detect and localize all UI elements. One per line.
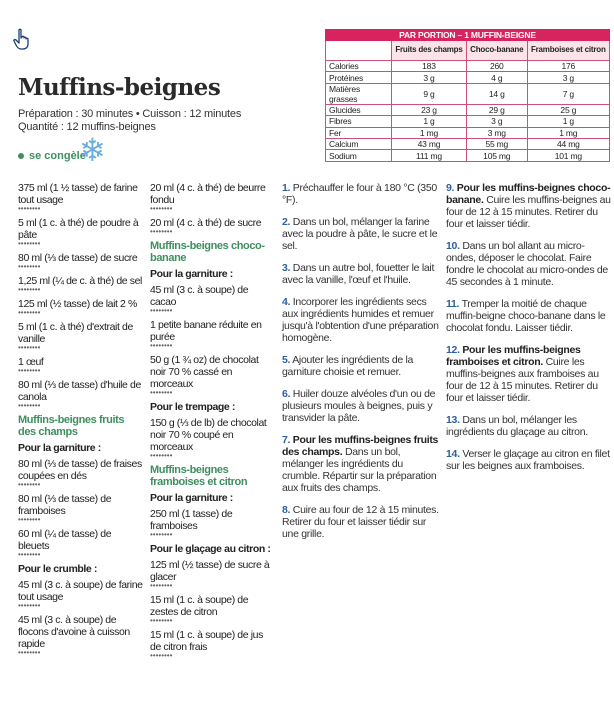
dotted-separator: •••••••• [150,581,173,590]
nutrition-table [325,29,610,162]
step-text: Ajouter les ingrédients de la garniture choisie et remuer. [282,354,414,378]
nutrition-value: 29 g [466,104,527,115]
ingredient-item [150,559,275,589]
dotted-separator: •••••••• [18,550,41,559]
step-text: Cuire les muffins-beignes aux framboises au four de 12 à 15 minutes. Retirer du four et laisser tiédir. [446,356,599,404]
nutrition-label: Calories [326,61,392,72]
ingredient-text: 375 ml (1 ½ tasse) de farine tout usage [18,182,138,206]
step-number: 1. [282,182,291,194]
nutrition-value: 101 mg [527,150,609,161]
step-heading: Pour les muffins-beignes framboises et citron. [446,344,581,368]
ingredient-text: 1 petite banane réduite en purée [150,319,262,343]
section-label: Pour le glaçage au citron : [150,543,271,555]
nutrition-row [326,61,610,72]
ingredient-text: 80 ml (⅓ de tasse) d'huile de canola [18,379,141,403]
ingredients-column-2 [150,182,275,664]
nutrition-value: 1 mg [392,127,467,138]
dotted-separator: •••••••• [18,308,41,317]
nutrition-col-header: Choco-banane [466,41,527,61]
step-item [282,504,442,540]
step-heading: Pour les muffins-beignes choco-banane. [446,182,611,206]
dotted-separator: •••••••• [18,285,41,294]
ingredient-item [150,217,275,235]
freeze-badge [18,150,86,162]
nutrition-value: 43 mg [392,138,467,149]
nutrition-label: Fer [326,127,392,138]
ingredient-text: 45 ml (3 c. à soupe) de flocons d'avoine à cuisson rapide [18,614,130,650]
nutrition-value: 183 [392,61,467,72]
ingredient-text: 80 ml (⅓ de tasse) de framboises [18,493,112,517]
dotted-separator: •••••••• [150,306,173,315]
ingredient-item [150,417,275,459]
ingredient-item [18,528,143,558]
step-text: Huiler douze alvéoles d'un ou de plusieurs moules à beignes, puis y transvider la pâte. [282,388,436,424]
nutrition-value: 176 [527,61,609,72]
dotted-separator: •••••••• [18,239,41,248]
ingredient-item [150,284,275,314]
nutrition-row [326,104,610,115]
step-number: 2. [282,216,291,228]
step-item [282,296,442,344]
step-number: 3. [282,262,291,274]
ingredient-item [150,629,275,659]
ingredient-item [18,579,143,609]
step-item [446,240,612,288]
dotted-separator: •••••••• [18,343,41,352]
ingredient-item [18,182,143,212]
step-number: 10. [446,240,460,252]
nutrition-value: 9 g [392,83,467,104]
step-heading: Pour les muffins-beignes fruits des champs. [282,434,439,458]
nutrition-value: 3 mg [466,127,527,138]
step-text: Dans un bol, mélanger la farine avec la poudre à pâte, le sucre et le sel. [282,216,438,252]
step-item [282,434,442,494]
step-number: 4. [282,296,291,308]
dotted-separator: •••••••• [150,227,173,236]
nutrition-value: 25 g [527,104,609,115]
ingredient-item [18,275,143,293]
nutrition-value: 111 mg [392,150,467,161]
ingredient-text: 20 ml (4 c. à thé) de sucre [150,217,262,229]
nutrition-row [326,72,610,83]
nutrition-row [326,138,610,149]
step-text: Dans un bol allant au micro-ondes, déposer le chocolat. Faire fondre le chocolat au micro-ondes de 45 secondes à 1 minute. [446,240,608,288]
step-number: 13. [446,414,460,426]
step-text: Dans un autre bol, fouetter le lait avec la vanille, l'œuf et l'huile. [282,262,435,286]
ingredient-text: 50 g (1 ¾ oz) de chocolat noir 70 % cassé en morceaux [150,354,259,390]
dotted-separator: •••••••• [150,651,173,660]
dotted-separator: •••••••• [18,204,41,213]
nutrition-col-empty [326,41,392,61]
steps-column-2 [446,182,612,482]
nutrition-label: Sodium [326,150,392,161]
nutrition-row [326,150,610,161]
ingredient-item [18,252,143,270]
step-item [446,344,612,404]
nutrition-col-header: Fruits des champs [392,41,467,61]
step-text: Dans un bol, mélanger les ingrédients du crumble. Répartir sur la préparation aux fruits des champs. [282,446,437,494]
step-number: 6. [282,388,291,400]
step-item [446,414,612,438]
ingredient-item [18,493,143,523]
step-item [446,448,612,472]
dotted-separator: •••••••• [150,451,173,460]
nutrition-row [326,127,610,138]
ingredient-item [150,508,275,538]
ingredient-item [18,321,143,351]
nutrition-label: Calcium [326,138,392,149]
nutrition-label: Matières grasses [326,83,392,104]
step-text: Verser le glaçage au citron en filet sur les beignes aux framboises. [446,448,610,472]
step-item [446,182,612,230]
ingredient-text: 80 ml (⅓ de tasse) de fraises coupées en dés [18,458,142,482]
step-item [282,388,442,424]
ingredient-text: 1 œuf [18,356,44,368]
dotted-separator: •••••••• [150,616,173,625]
ingredient-text: 1,25 ml (¼ de c. à thé) de sel [18,275,142,287]
step-number: 12. [446,344,460,356]
dotted-separator: •••••••• [150,530,173,539]
bullet-icon [18,153,24,159]
hand-pointer-icon [12,28,32,50]
step-number: 14. [446,448,460,460]
step-number: 8. [282,504,291,516]
section-label: Pour le trempage : [150,401,235,413]
ingredient-text: 5 ml (1 c. à thé) de poudre à pâte [18,217,139,241]
nutrition-value: 1 g [527,116,609,127]
ingredient-text: 150 g (⅓ de lb) de chocolat noir 70 % coupé en morceaux [150,417,267,453]
step-text: Cuire au four de 12 à 15 minutes. Retirer du four et laisser tiédir sur une grille. [282,504,439,540]
nutrition-label: Glucides [326,104,392,115]
ingredient-item [150,182,275,212]
step-text: Préchauffer le four à 180 °C (350 °F). [282,182,437,206]
ingredient-text: 250 ml (1 tasse) de framboises [150,508,233,532]
nutrition-value: 4 g [466,72,527,83]
ingredient-text: 20 ml (4 c. à thé) de beurre fondu [150,182,266,206]
ingredient-text: 125 ml (½ tasse) de sucre à glacer [150,559,270,583]
section-label: Pour la garniture : [18,442,101,454]
dotted-separator: •••••••• [18,366,41,375]
dotted-separator: •••••••• [18,648,41,657]
nutrition-header: PAR PORTION – 1 MUFFIN-BEIGNE [326,30,610,41]
nutrition-value: 3 g [392,72,467,83]
step-item [446,298,612,334]
section-label: Pour la garniture : [150,268,233,280]
dotted-separator: •••••••• [18,515,41,524]
ingredient-text: 80 ml (⅓ de tasse) de sucre [18,252,138,264]
page-title: Muffins-beignes [18,74,221,101]
ingredient-item [150,594,275,624]
step-number: 7. [282,434,291,446]
step-item [282,354,442,378]
nutrition-row [326,83,610,104]
step-item [282,262,442,286]
variant-heading: Muffins-beignes fruits des champs [18,414,125,438]
nutrition-value: 55 mg [466,138,527,149]
nutrition-value: 1 g [392,116,467,127]
section-label: Pour la garniture : [150,492,233,504]
variant-heading: Muffins-beignes choco-banane [150,240,265,264]
ingredient-text: 125 ml (½ tasse) de lait 2 % [18,298,137,310]
ingredient-text: 15 ml (1 c. à soupe) de jus de citron frais [150,629,263,653]
nutrition-label: Fibres [326,116,392,127]
ingredient-text: 60 ml (¼ de tasse) de bleuets [18,528,112,552]
ingredients-column-1 [18,182,143,661]
ingredient-text: 45 ml (3 c. à soupe) de cacao [150,284,249,308]
ingredient-text: 5 ml (1 c. à thé) d'extrait de vanille [18,321,133,345]
section-label: Pour le crumble : [18,563,97,575]
ingredient-item [150,354,275,396]
variant-heading: Muffins-beignes framboises et citron [150,464,248,488]
ingredient-item [18,614,143,656]
step-text: Cuire les muffins-beignes au four de 12 à 15 minutes. Retirer du four et laisser tiédir. [446,194,611,230]
step-text: Incorporer les ingrédients secs aux ingrédients humides et remuer jusqu'à l'obtention d'une préparation homogène. [282,296,439,344]
dotted-separator: •••••••• [150,388,173,397]
nutrition-value: 1 mg [527,127,609,138]
quantity: Quantité : 12 muffins-beignes [18,121,156,133]
ingredient-text: 45 ml (3 c. à soupe) de farine tout usage [18,579,143,603]
nutrition-value: 7 g [527,83,609,104]
step-number: 5. [282,354,291,366]
step-text: Dans un bol, mélanger les ingrédients du glaçage au citron. [446,414,588,438]
dotted-separator: •••••••• [18,480,41,489]
nutrition-value: 3 g [466,116,527,127]
step-item [282,216,442,252]
ingredient-item [18,356,143,374]
steps-column-1 [282,182,442,550]
ingredient-item [150,319,275,349]
snowflake-icon: ❄ [79,132,106,168]
nutrition-col-header: Framboises et citron [527,41,609,61]
step-number: 11. [446,298,460,310]
nutrition-value: 14 g [466,83,527,104]
nutrition-value: 105 mg [466,150,527,161]
ingredient-item [18,379,143,409]
step-text: Tremper la moitié de chaque muffin-beigne choco-banane dans le chocolat fondu. Laisser tiédir. [446,298,606,334]
nutrition-label: Protéines [326,72,392,83]
dotted-separator: •••••••• [150,204,173,213]
step-item [282,182,442,206]
nutrition-value: 260 [466,61,527,72]
nutrition-value: 3 g [527,72,609,83]
freeze-label: se congèle [29,150,86,162]
dotted-separator: •••••••• [18,401,41,410]
ingredient-item [18,298,143,316]
prep-time: Préparation : 30 minutes • Cuisson : 12 minutes [18,108,242,120]
ingredient-item [18,217,143,247]
dotted-separator: •••••••• [18,601,41,610]
step-number: 9. [446,182,455,194]
nutrition-row [326,116,610,127]
dotted-separator: •••••••• [18,262,41,271]
dotted-separator: •••••••• [150,341,173,350]
nutrition-value: 23 g [392,104,467,115]
ingredient-item [18,458,143,488]
ingredient-text: 15 ml (1 c. à soupe) de zestes de citron [150,594,249,618]
nutrition-value: 44 mg [527,138,609,149]
